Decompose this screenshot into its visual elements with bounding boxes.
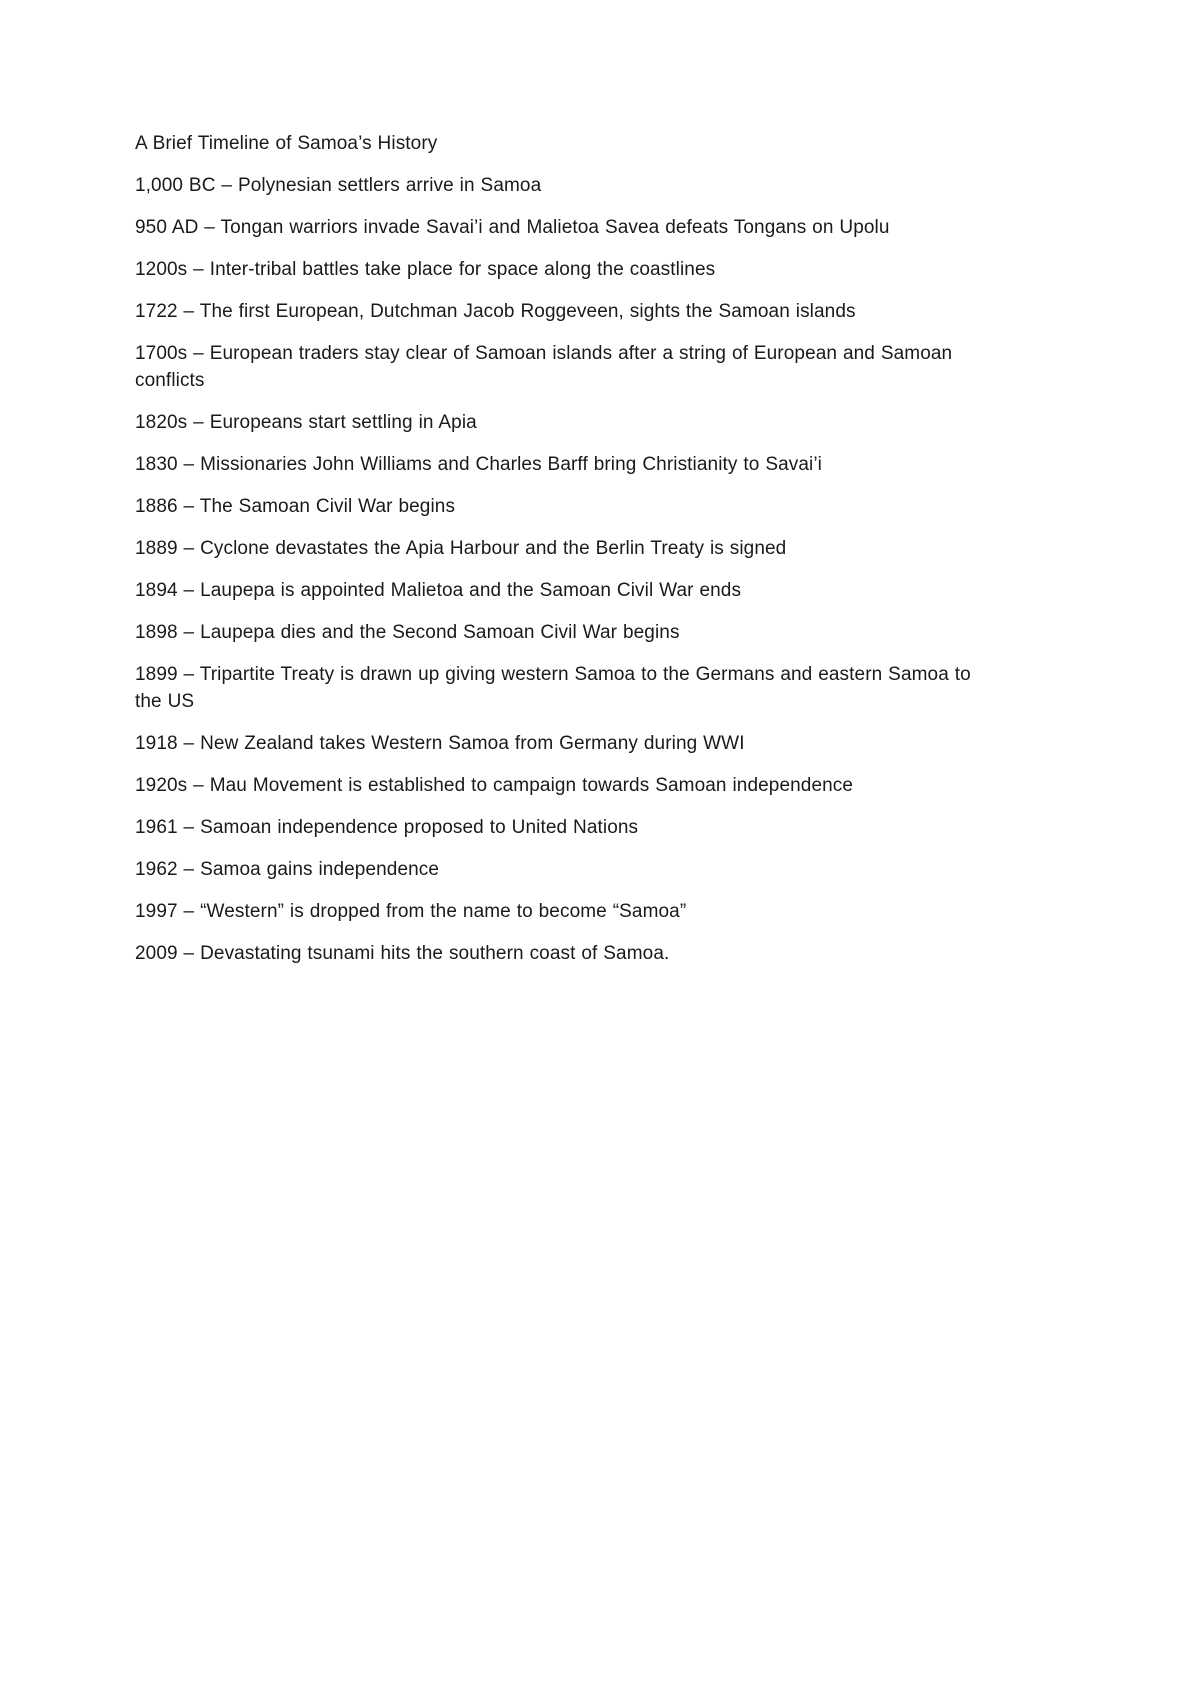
document-title: A Brief Timeline of Samoa’s History <box>135 133 438 154</box>
timeline-entry: 1722 – The first European, Dutchman Jacob Roggeveen, sights the Samoan islands <box>135 301 856 322</box>
timeline-entry: 1,000 BC – Polynesian settlers arrive in Samoa <box>135 175 542 196</box>
timeline-entry: 1997 – “Western” is dropped from the name to become “Samoa” <box>135 901 687 922</box>
timeline-entry: 1898 – Laupepa dies and the Second Samoan Civil War begins <box>135 622 680 643</box>
timeline-entry: 2009 – Devastating tsunami hits the southern coast of Samoa. <box>135 943 670 964</box>
timeline-entry: 1894 – Laupepa is appointed Malietoa and the Samoan Civil War ends <box>135 580 742 601</box>
timeline-entry: 1962 – Samoa gains independence <box>135 859 440 880</box>
document-body <box>135 130 985 967</box>
timeline-entry: 1886 – The Samoan Civil War begins <box>135 496 456 517</box>
timeline-entry: 1961 – Samoan independence proposed to United Nations <box>135 817 639 838</box>
timeline-entry: 950 AD – Tongan warriors invade Savai’i and Malietoa Savea defeats Tongans on Upolu <box>135 217 890 238</box>
timeline-entry: 1889 – Cyclone devastates the Apia Harbour and the Berlin Treaty is signed <box>135 538 787 559</box>
timeline-entry: 1830 – Missionaries John Williams and Charles Barff bring Christianity to Savai’i <box>135 454 822 475</box>
timeline-entry: 1918 – New Zealand takes Western Samoa from Germany during WWI <box>135 733 745 754</box>
timeline-entry: 1920s – Mau Movement is established to campaign towards Samoan independence <box>135 775 854 796</box>
timeline-entry: 1700s – European traders stay clear of Samoan islands after a string of European and Samoan conflicts <box>135 343 953 391</box>
timeline-entry: 1200s – Inter-tribal battles take place for space along the coastlines <box>135 259 716 280</box>
timeline-entry: 1820s – Europeans start settling in Apia <box>135 412 477 433</box>
timeline-entry: 1899 – Tripartite Treaty is drawn up giving western Samoa to the Germans and eastern Samoa to the US <box>135 664 971 712</box>
